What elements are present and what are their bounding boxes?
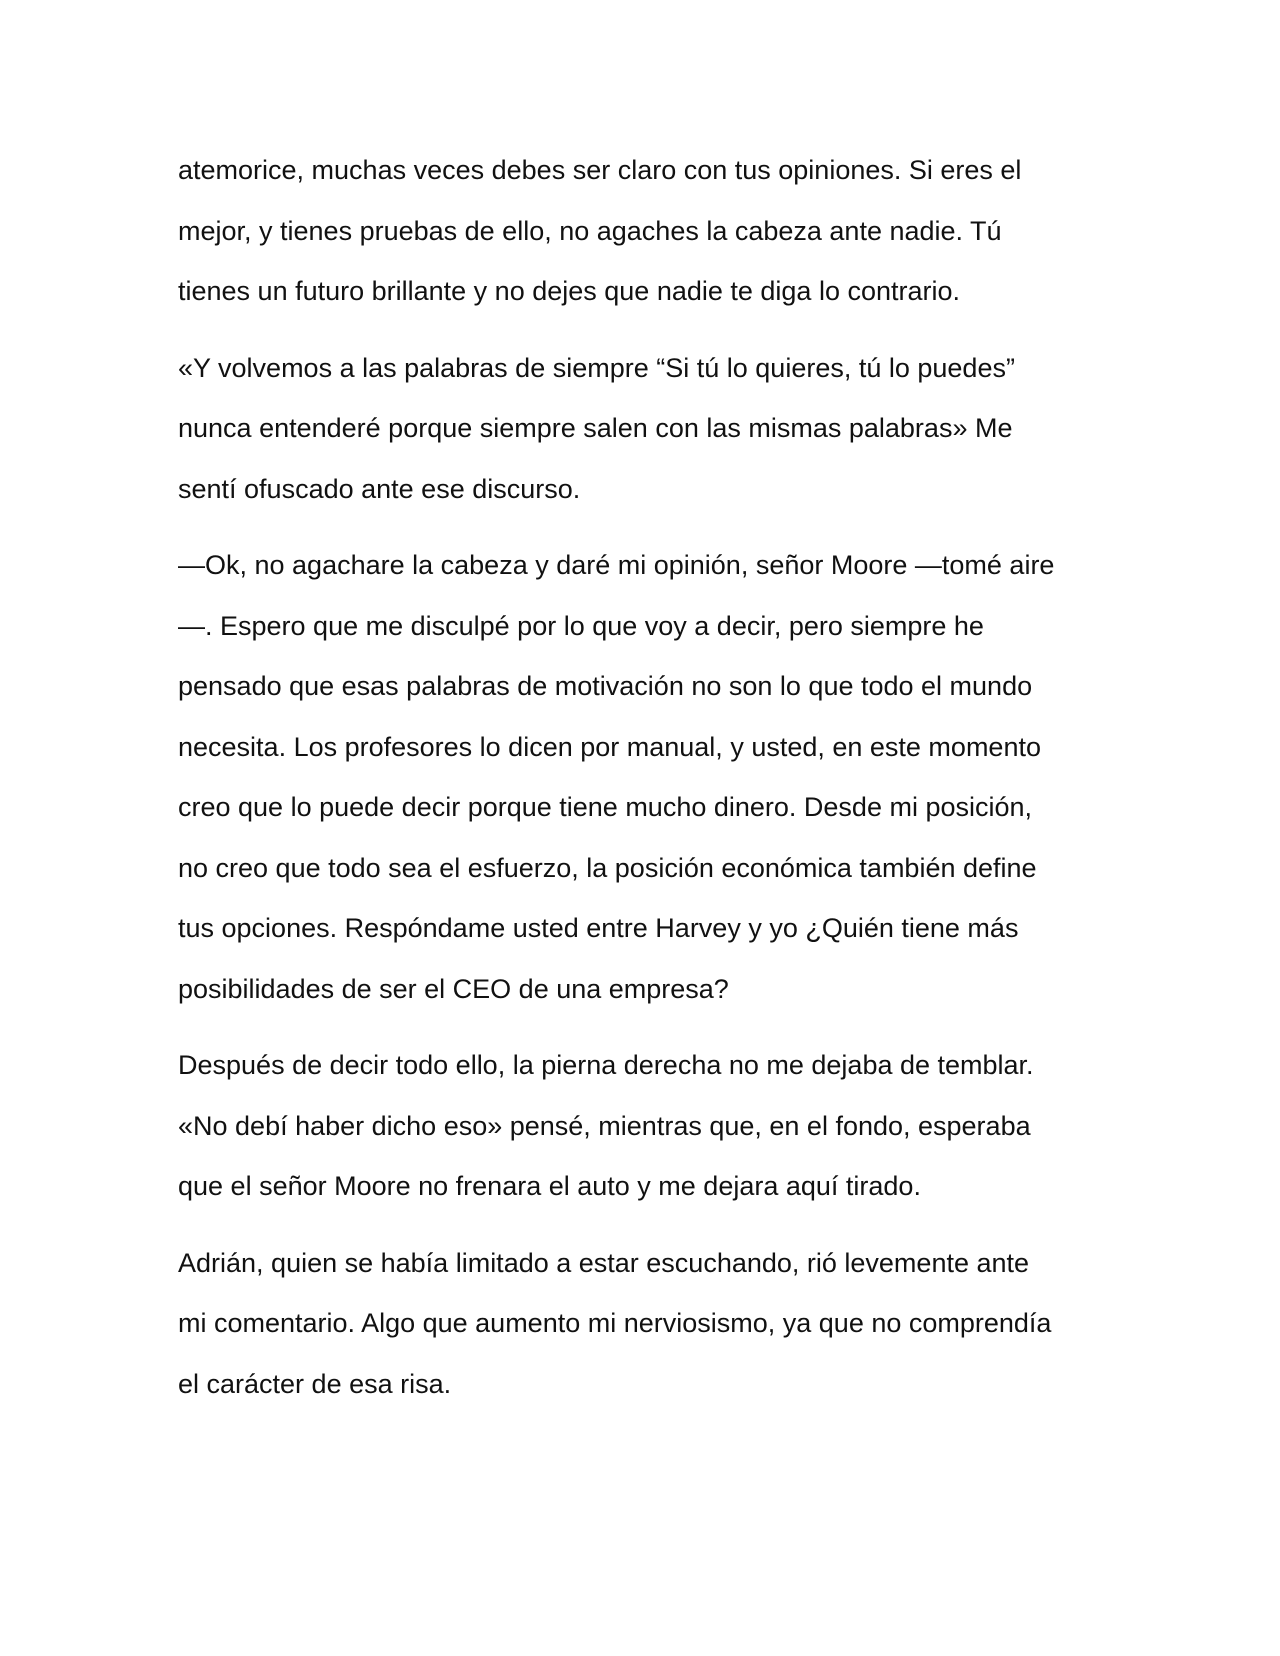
text-line: mejor, y tienes pruebas de ello, no agaches la cabeza ante nadie. Tú	[178, 215, 1002, 246]
text-line: atemorice, muchas veces debes ser claro con tus opiniones. Si eres el	[178, 155, 1022, 185]
text-line: Adrián, quien se había limitado a estar escuchando, rió levemente ante	[178, 1247, 1030, 1278]
text-line: el carácter de esa risa.	[178, 1368, 452, 1399]
text-line: mi comentario. Algo que aumento mi nerviosismo, ya que no comprendía	[178, 1308, 1052, 1338]
text-line: «No debí haber dicho eso» pensé, mientras que, en el fondo, esperaba	[178, 1110, 1031, 1141]
text-line: «Y volvemos a las palabras de siempre “Si tú lo quieres, tú lo puedes”	[178, 352, 1015, 383]
text-line: que el señor Moore no frenara el auto y me dejara aquí tirado.	[178, 1171, 921, 1201]
text-line: —Ok, no agachare la cabeza y daré mi opinión, señor Moore —tomé aire	[178, 550, 1055, 580]
text-line: Después de decir todo ello, la pierna derecha no me dejaba de temblar.	[178, 1050, 1034, 1080]
text-line: no creo que todo sea el esfuerzo, la posición económica también define	[178, 852, 1037, 883]
text-line: nunca entenderé porque siempre salen con las mismas palabras» Me	[178, 413, 1013, 443]
paragraph-5	[178, 1233, 1108, 1415]
text-line: —. Espero que me disculpé por lo que voy a decir, pero siempre he	[178, 610, 984, 641]
text-line: sentí ofuscado ante ese discurso.	[178, 473, 581, 504]
text-line: posibilidades de ser el CEO de una empresa?	[178, 973, 729, 1004]
text-line: tienes un futuro brillante y no dejes que nadie te diga lo contrario.	[178, 276, 961, 306]
paragraph-3	[178, 535, 1108, 1019]
body-text	[178, 140, 1108, 1430]
paragraph-1	[178, 140, 1108, 322]
text-line: necesita. Los profesores lo dicen por manual, y usted, en este momento	[178, 731, 1041, 762]
paragraph-2	[178, 338, 1108, 520]
text-line: pensado que esas palabras de motivación no son lo que todo el mundo	[178, 671, 1033, 701]
text-line: tus opciones. Respóndame usted entre Harvey y yo ¿Quién tiene más	[178, 913, 1019, 943]
paragraph-4	[178, 1035, 1108, 1217]
text-line: creo que lo puede decir porque tiene mucho dinero. Desde mi posición,	[178, 792, 1033, 822]
